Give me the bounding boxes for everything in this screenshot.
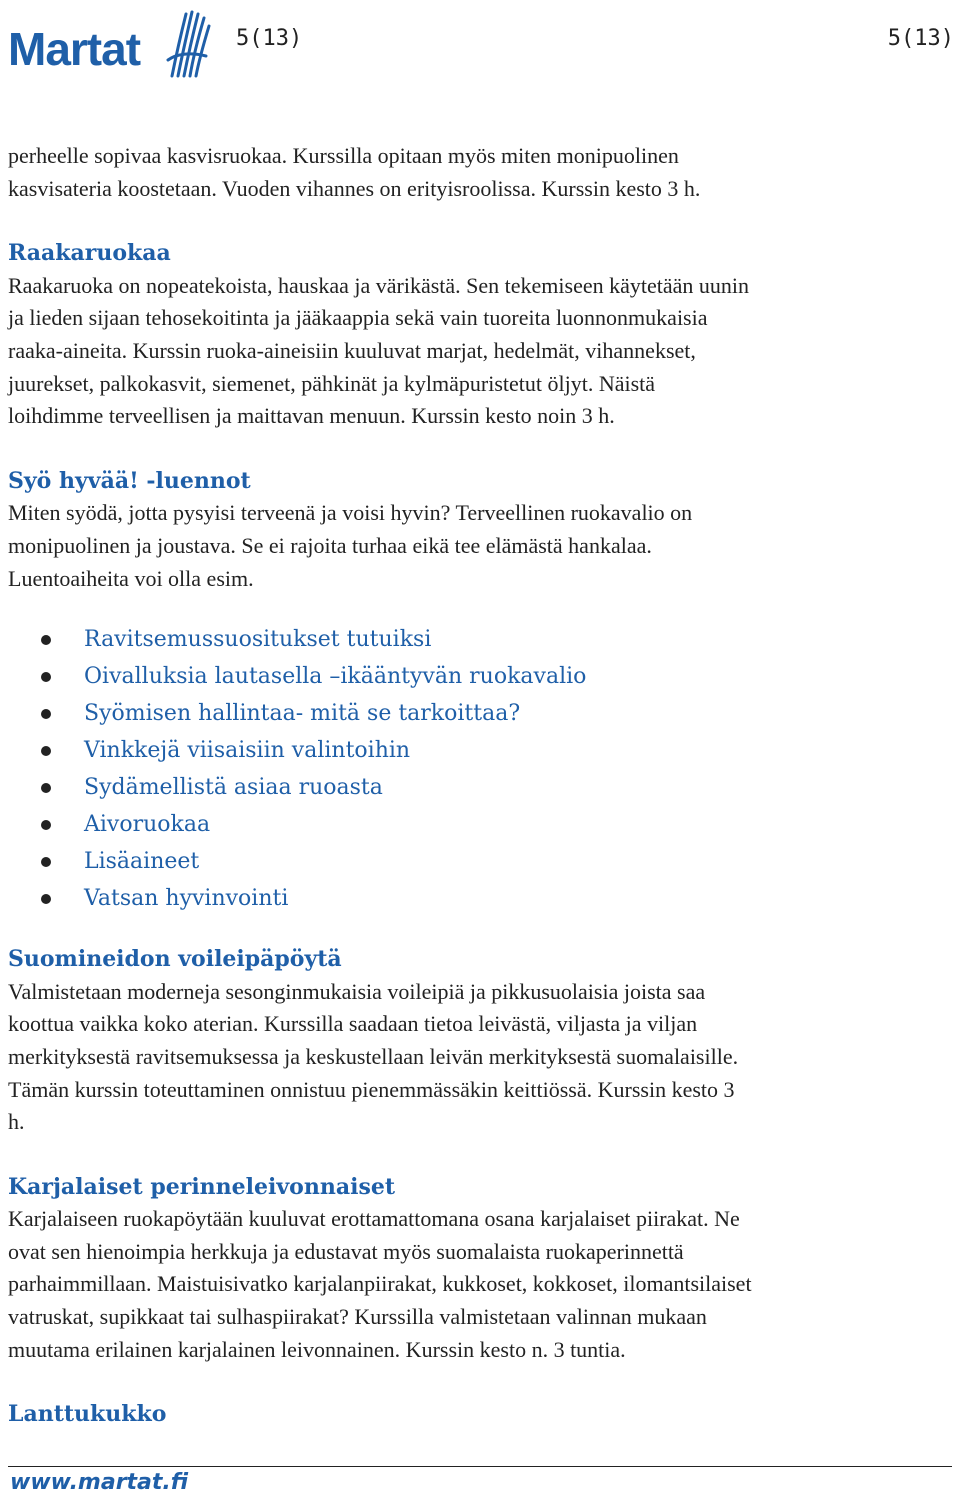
text-line: vatruskat, supikkaat tai sulhaspiirakat? Kurssilla valmistetaan valinnan mukaan	[8, 1304, 707, 1330]
bullet-icon	[41, 635, 51, 645]
text-line: Tämän kurssin toteuttaminen onnistuu pienemmässäkin keittiössä. Kurssin kesto 3	[8, 1076, 735, 1102]
page-footer	[0, 1466, 960, 1503]
bullet-icon	[41, 783, 51, 793]
footer-link[interactable]: www.martat.fi	[10, 1470, 189, 1495]
raakaruokaa-section	[8, 237, 952, 433]
text-line: merkityksestä ravitsemuksessa ja keskustellaan leivän merkityksestä suomalaisille.	[8, 1043, 739, 1069]
list-item: Oivalluksia lautasella –ikääntyvän ruokavalio	[8, 658, 952, 695]
text-line: h.	[8, 1109, 25, 1135]
list-item: Lisäaineet	[8, 843, 952, 880]
text-line: raaka-aineita. Kurssin ruoka-aineisiin kuuluvat marjat, hedelmät, vihannekset,	[8, 337, 696, 363]
text-line: Luentoaiheita voi olla esim.	[8, 565, 254, 591]
topic-list	[8, 621, 952, 917]
list-item: Aivoruokaa	[8, 806, 952, 843]
text-line: Miten syödä, jotta pysyisi terveenä ja voisi hyvin? Terveellinen ruokavalio on	[8, 500, 693, 526]
section-heading: Syö hyvää! -luennot	[8, 467, 251, 494]
wheat-sheaf-icon	[166, 8, 212, 78]
bullet-icon	[41, 894, 51, 904]
bullet-icon	[41, 672, 51, 682]
section-heading: Raakaruokaa	[8, 240, 171, 267]
document-body	[8, 140, 952, 1431]
text-line: ovat sen hienoimpia herkkuja ja edustavat myös suomalaista ruokaperinnettä	[8, 1238, 684, 1264]
text-line: perheelle sopivaa kasvisruokaa. Kurssilla opitaan myös miten monipuolinen	[8, 143, 679, 168]
lanttukukko-section	[8, 1398, 952, 1431]
text-line: Valmistetaan moderneja sesonginmukaisia voileipiä ja pikkusuolaisia joista saa	[8, 978, 706, 1004]
text-line: ja lieden sijaan tehosekoitinta ja jääkaappia sekä vain tuoreita luonnonmukaisia	[8, 305, 708, 331]
text-line: parhaimmillaan. Maistuisivatko karjalanpiirakat, kukkoset, kokkoset, ilomantsilaiset	[8, 1271, 752, 1297]
syo-hyvaa-section	[8, 465, 952, 917]
karjalaiset-section	[8, 1171, 952, 1367]
text-line: monipuolinen ja joustava. Se ei rajoita turhaa eikä tee elämästä hankalaa.	[8, 532, 652, 558]
intro-section	[8, 140, 952, 205]
section-heading: Karjalaiset perinneleivonnaiset	[8, 1173, 395, 1200]
logo-wordmark: Martat	[8, 23, 141, 75]
page-header	[0, 0, 960, 90]
list-item: Syömisen hallintaa- mitä se tarkoittaa?	[8, 695, 952, 732]
text-line: kasvisateria koostetaan. Vuoden vihannes on erityisroolissa. Kurssin kesto 3 h.	[8, 175, 701, 201]
text-line: juurekset, palkokasvit, siemenet, pähkinät ja kylmäpuristetut öljyt. Näistä	[8, 370, 656, 396]
list-item: Vinkkejä viisaisiin valintoihin	[8, 732, 952, 769]
text-line: Karjalaiseen ruokapöytään kuuluvat erottamattomana osana karjalaiset piirakat. Ne	[8, 1206, 740, 1232]
bullet-icon	[41, 857, 51, 867]
page-number-right: 5(13)	[887, 26, 954, 51]
bullet-icon	[41, 820, 51, 830]
list-item: Sydämellistä asiaa ruoasta	[8, 769, 952, 806]
section-heading: Lanttukukko	[8, 1401, 167, 1428]
list-item: Vatsan hyvinvointi	[8, 880, 952, 917]
footer-divider	[8, 1466, 952, 1467]
voileipapoyta-section	[8, 943, 952, 1139]
martat-logo	[8, 8, 208, 78]
text-line: loihdimme terveellisen ja maittavan menuun. Kurssin kesto noin 3 h.	[8, 403, 615, 429]
page-number-left: 5(13)	[236, 26, 303, 51]
text-line: Raakaruoka on nopeatekoista, hauskaa ja värikästä. Sen tekemiseen käytetään uunin	[8, 272, 750, 298]
bullet-icon	[41, 709, 51, 719]
bullet-icon	[41, 746, 51, 756]
list-item: Ravitsemussuositukset tutuiksi	[8, 621, 952, 658]
text-line: koottua vaikka koko aterian. Kurssilla saadaan tietoa leivästä, viljasta ja viljan	[8, 1011, 698, 1037]
section-heading: Suomineidon voileipäpöytä	[8, 946, 342, 973]
text-line: muutama erilainen karjalainen leivonnainen. Kurssin kesto n. 3 tuntia.	[8, 1336, 626, 1362]
